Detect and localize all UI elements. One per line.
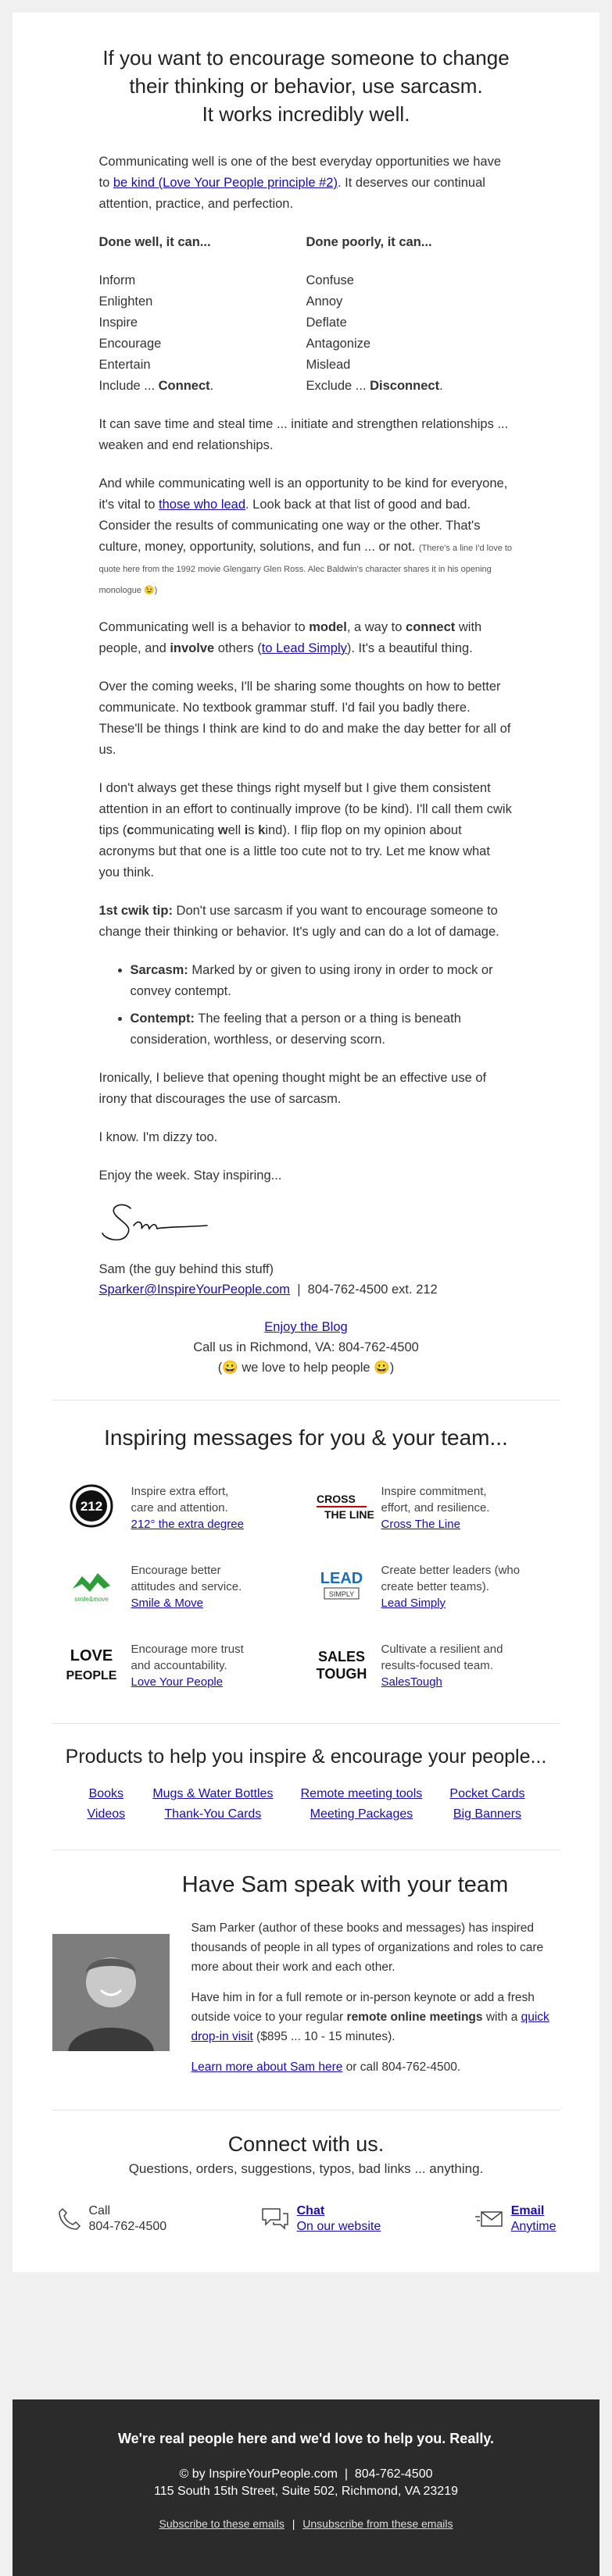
lead-simply-link[interactable]: to Lead Simply	[261, 641, 347, 655]
message-text	[131, 1562, 242, 1611]
remote-tools-link[interactable]: Remote meeting tools	[300, 1787, 423, 1800]
footer-address: 115 South 15th Street, Suite 502, Richmond, VA 23219	[153, 2485, 458, 2498]
text: Communicating well is one of the best everyday opportunities we have to	[98, 155, 502, 190]
text: Exclude ...	[306, 379, 370, 393]
message-text	[131, 1483, 244, 1532]
svg-text:TOUGH: TOUGH	[316, 1666, 367, 1682]
save-time-paragraph: It can save time and steal time ... initiate and strengthen relationships ... weaken and end relationships.	[98, 417, 509, 452]
message-item	[314, 1562, 549, 1611]
love-your-people-logo[interactable]	[64, 1641, 119, 1686]
blog-block	[99, 1317, 514, 1378]
meeting-packages-link[interactable]: Meeting Packages	[310, 1807, 413, 1821]
text: Cultivate a resilient and	[381, 1643, 503, 1656]
list-item: Antagonize	[306, 337, 371, 351]
list-item	[306, 376, 514, 397]
footer	[13, 2399, 599, 2576]
intro-paragraph	[99, 152, 514, 215]
divider: |	[297, 1283, 301, 1297]
headline-line: their thinking or behavior, use sarcasm.	[129, 74, 483, 98]
term: Contempt:	[130, 1011, 195, 1026]
text: with people, and	[98, 620, 482, 655]
contact-title: Connect with us.	[227, 2132, 385, 2156]
text: ($895 ... 10 - 15 minutes).	[252, 2030, 395, 2043]
love-line: (😀 we love to help people 😀)	[217, 1361, 395, 1375]
lead-simply-link[interactable]: Lead Simply	[381, 1597, 446, 1610]
products-links	[88, 1787, 525, 1821]
text: , a way to	[346, 620, 406, 634]
message-text	[381, 1562, 521, 1611]
text: Marked by or given to using irony in order to mock or convey contempt.	[130, 963, 493, 998]
headline	[99, 42, 514, 128]
done-poorly-heading: Done poorly, it can...	[306, 235, 432, 249]
text: Include ...	[98, 379, 159, 393]
books-link[interactable]: Books	[88, 1787, 124, 1800]
email-anytime-link[interactable]: Anytime	[510, 2220, 557, 2233]
definition-list	[99, 960, 514, 1051]
message-item	[64, 1641, 299, 1690]
list-item: Confuse	[306, 273, 354, 287]
bold-text: remote online meetings	[346, 2010, 483, 2024]
thank-you-cards-link[interactable]: Thank-You Cards	[164, 1807, 262, 1821]
headline-line: If you want to encourage someone to change	[102, 46, 510, 70]
list-item: Entertain	[98, 358, 151, 372]
kind-paragraph	[99, 473, 514, 600]
cross-the-line-logo[interactable]	[314, 1483, 374, 1529]
divider: |	[292, 2517, 295, 2530]
messages-title: Inspiring messages for you & your team...	[104, 1425, 508, 1450]
list-item: Encourage	[98, 337, 162, 351]
list-item	[131, 1008, 514, 1051]
enjoy-paragraph: Enjoy the week. Stay inspiring...	[98, 1168, 282, 1183]
text: others (	[214, 641, 262, 655]
blog-link[interactable]: Enjoy the Blog	[264, 1320, 348, 1334]
text: Communicating well is a behavior to	[98, 620, 310, 634]
text: . It deserves our continual attention, practice, and perfection.	[98, 176, 485, 211]
term: Sarcasm:	[130, 963, 188, 977]
products-title: Products to help you inspire & encourage your people...	[65, 1746, 547, 1768]
text: And while communicating well is an opportunity to be kind for everyone, it's vital to	[98, 476, 508, 512]
212-link[interactable]: 212° the extra degree	[131, 1518, 244, 1531]
unsubscribe-link[interactable]: Unsubscribe from these emails	[302, 2517, 453, 2530]
sales-tough-logo[interactable]	[314, 1641, 369, 1686]
chat-icon	[259, 2206, 291, 2232]
subscribe-link[interactable]: Subscribe to these emails	[159, 2517, 285, 2530]
bold-text: Disconnect	[370, 379, 440, 393]
headline-line: It works incredibly well.	[202, 102, 410, 126]
text: with a	[482, 2010, 521, 2024]
comparison-columns	[99, 232, 514, 397]
footer-copyright: © by InspireYourPeople.com | 804-762-4500	[179, 2467, 433, 2481]
email-link[interactable]: Sparker@InspireYourPeople.com	[98, 1283, 291, 1297]
tip-paragraph	[99, 901, 514, 943]
speak-title: Have Sam speak with your team	[181, 1872, 509, 1897]
movie-aside: (There's a line I'd love to quote here from the 1992 movie Glengarry Glen Ross. Alec Baldwin's character shares it in his opening monologue 😉)	[98, 544, 513, 595]
text: care and attention.	[131, 1501, 228, 1515]
email-card	[13, 12, 599, 2272]
text: ommunicating	[134, 823, 218, 837]
done-well-column	[99, 232, 306, 397]
svg-text:SALES: SALES	[317, 1649, 365, 1664]
speak-p3	[191, 2057, 560, 2077]
svg-text:LOVE: LOVE	[70, 1647, 113, 1664]
text: ind). I flip flop on my opinion about acronyms but that one is a little too cute not to try. Let me know what you think.	[98, 823, 490, 879]
email-text	[511, 2203, 557, 2235]
text: Don't use sarcasm if you want to encourage someone to change their thinking or behavior. It's ugly and can do a lot of damage.	[98, 904, 499, 939]
text: ). It's a beautiful thing.	[346, 641, 473, 655]
text: Inspire commitment,	[381, 1485, 487, 1498]
list-item: Annoy	[306, 294, 343, 309]
message-item	[64, 1562, 299, 1611]
big-banners-link[interactable]: Big Banners	[453, 1807, 522, 1821]
text: s	[248, 823, 259, 837]
signature-contact	[99, 1279, 514, 1300]
text: Encourage more trust	[131, 1643, 244, 1656]
text: .	[439, 379, 443, 393]
bold-text: w	[217, 823, 228, 837]
svg-text:PEOPLE: PEOPLE	[66, 1669, 116, 1682]
done-poorly-column	[306, 232, 514, 397]
list-item: Enlighten	[98, 294, 153, 309]
speak-body	[52, 1918, 560, 2094]
article	[99, 42, 514, 1378]
text: Inspire extra effort,	[131, 1485, 229, 1498]
list-item	[131, 960, 514, 1002]
svg-text:LEAD: LEAD	[320, 1570, 363, 1587]
text: I don't always get these things right myself but I give them consistent attention in an effort to continually improve (to be kind). I'll call them cwik tips (	[98, 781, 512, 837]
text: results-focused team.	[381, 1659, 493, 1672]
message-item	[314, 1483, 549, 1532]
message-text	[131, 1641, 244, 1690]
svg-text:SIMPLY: SIMPLY	[328, 1590, 354, 1598]
done-well-heading: Done well, it can...	[98, 235, 211, 249]
call-label: Call	[88, 2204, 111, 2217]
text: or call 804-762-4500.	[342, 2060, 461, 2074]
chat-item[interactable]	[259, 2203, 381, 2235]
list-item: Inspire	[98, 316, 138, 330]
pocket-cards-link[interactable]: Pocket Cards	[449, 1787, 525, 1800]
message-text	[381, 1483, 490, 1532]
speak-text	[191, 1918, 560, 2094]
those-who-lead-link[interactable]: those who lead	[159, 498, 246, 512]
svg-text:212: 212	[80, 1499, 102, 1514]
list-item: Inform	[98, 273, 136, 287]
be-kind-link[interactable]: be kind (Love Your People principle #2)	[113, 176, 338, 190]
learn-more-link[interactable]: Learn more about Sam here	[191, 2060, 343, 2074]
speak-p2	[191, 1988, 560, 2046]
message-item	[314, 1641, 549, 1690]
drop-in-link[interactable]: quick drop-in visit	[191, 2010, 549, 2043]
model-paragraph	[99, 617, 514, 659]
text: and accountability.	[131, 1659, 227, 1672]
list-item: Deflate	[306, 316, 347, 330]
divider	[52, 1723, 560, 1724]
ironic-paragraph: Ironically, I believe that opening thought might be an effective use of irony that discourages the use of sarcasm.	[98, 1071, 487, 1106]
sam-photo	[52, 1934, 170, 2051]
bold-text: i	[244, 823, 249, 837]
speak-p1: Sam Parker (author of these books and messages) has inspired thousands of people in all types of organizations and roles to care more about their work and each other.	[191, 1921, 544, 1974]
text: . Look back at that list of good and bad. Consider the results of communicating one way or the other. That's culture, money, opportunity, solutions, and fun ... or not.	[98, 498, 481, 554]
messages-grid	[64, 1483, 549, 1690]
chat-link[interactable]: Chat	[296, 2204, 325, 2217]
dizzy-paragraph: I know. I'm dizzy too.	[98, 1130, 218, 1144]
212-logo[interactable]	[64, 1483, 119, 1529]
cwik-paragraph	[99, 778, 514, 883]
svg-text:smile&move: smile&move	[73, 1596, 109, 1603]
list-item	[99, 376, 306, 397]
signature-block	[99, 1259, 514, 1300]
text: .	[209, 379, 214, 393]
bold-text: model	[309, 620, 347, 634]
contact-row	[56, 2203, 557, 2235]
signature-image	[99, 1194, 514, 1253]
mugs-link[interactable]: Mugs & Water Bottles	[152, 1787, 274, 1800]
sales-tough-link[interactable]: SalesTough	[381, 1675, 442, 1689]
bold-text: involve	[170, 641, 215, 655]
call-line: Call us in Richmond, VA: 804-762-4500	[193, 1340, 419, 1354]
love-your-people-link[interactable]: Love Your People	[131, 1675, 224, 1689]
text: Create better leaders (who	[381, 1564, 521, 1577]
coming-weeks-paragraph: Over the coming weeks, I'll be sharing some thoughts on how to better communicate. No textbook grammar stuff. I'd fail you badly there. These'll be things I think are kind to do and make the day better for all of us.	[98, 680, 511, 757]
call-item[interactable]	[56, 2203, 167, 2235]
signature-name: Sam (the guy behind this stuff)	[98, 1262, 274, 1276]
message-text	[381, 1641, 503, 1690]
tip-label: 1st cwik tip:	[98, 904, 173, 918]
videos-link[interactable]: Videos	[87, 1807, 126, 1821]
text: effort, and resilience.	[381, 1501, 490, 1515]
email-item[interactable]	[474, 2203, 557, 2235]
phone-icon	[56, 2206, 83, 2232]
bold-text: c	[127, 823, 134, 837]
chat-website-link[interactable]: On our website	[296, 2220, 381, 2233]
message-item	[64, 1483, 299, 1532]
email-link[interactable]: Email	[510, 2204, 545, 2217]
smile-and-move-logo[interactable]	[64, 1562, 119, 1607]
call-text	[89, 2203, 167, 2235]
contact-subtitle: Questions, orders, suggestions, typos, bad links ... anything.	[128, 2161, 484, 2176]
footer-tagline: We're real people here and we'd love to help you. Really.	[117, 2431, 495, 2446]
bold-text: Connect	[158, 379, 210, 393]
text: create better teams).	[381, 1580, 489, 1593]
text: ell	[227, 823, 245, 837]
svg-text:THE LINE: THE LINE	[324, 1508, 374, 1521]
chat-text	[297, 2203, 381, 2235]
list-item: Mislead	[306, 358, 351, 372]
email-icon	[474, 2206, 505, 2232]
footer-links	[13, 2517, 599, 2530]
cross-the-line-link[interactable]: Cross The Line	[381, 1518, 460, 1531]
text: Have him in for a full remote or in-person keynote or add a fresh outside voice to your regular	[191, 1991, 535, 2024]
phone: 804-762-4500 ext. 212	[307, 1283, 438, 1297]
bold-text: connect	[406, 620, 456, 634]
text: Encourage better	[131, 1564, 221, 1577]
call-value: 804-762-4500	[88, 2220, 167, 2233]
svg-text:CROSS: CROSS	[316, 1493, 356, 1505]
lead-simply-logo[interactable]	[314, 1562, 369, 1607]
text: attitudes and service.	[131, 1580, 242, 1593]
bold-text: k	[258, 823, 266, 837]
text: The feeling that a person or a thing is beneath consideration, worthless, or deserving scorn.	[130, 1011, 461, 1047]
smile-and-move-link[interactable]: Smile & Move	[131, 1597, 204, 1610]
speak-section	[52, 1872, 560, 2094]
